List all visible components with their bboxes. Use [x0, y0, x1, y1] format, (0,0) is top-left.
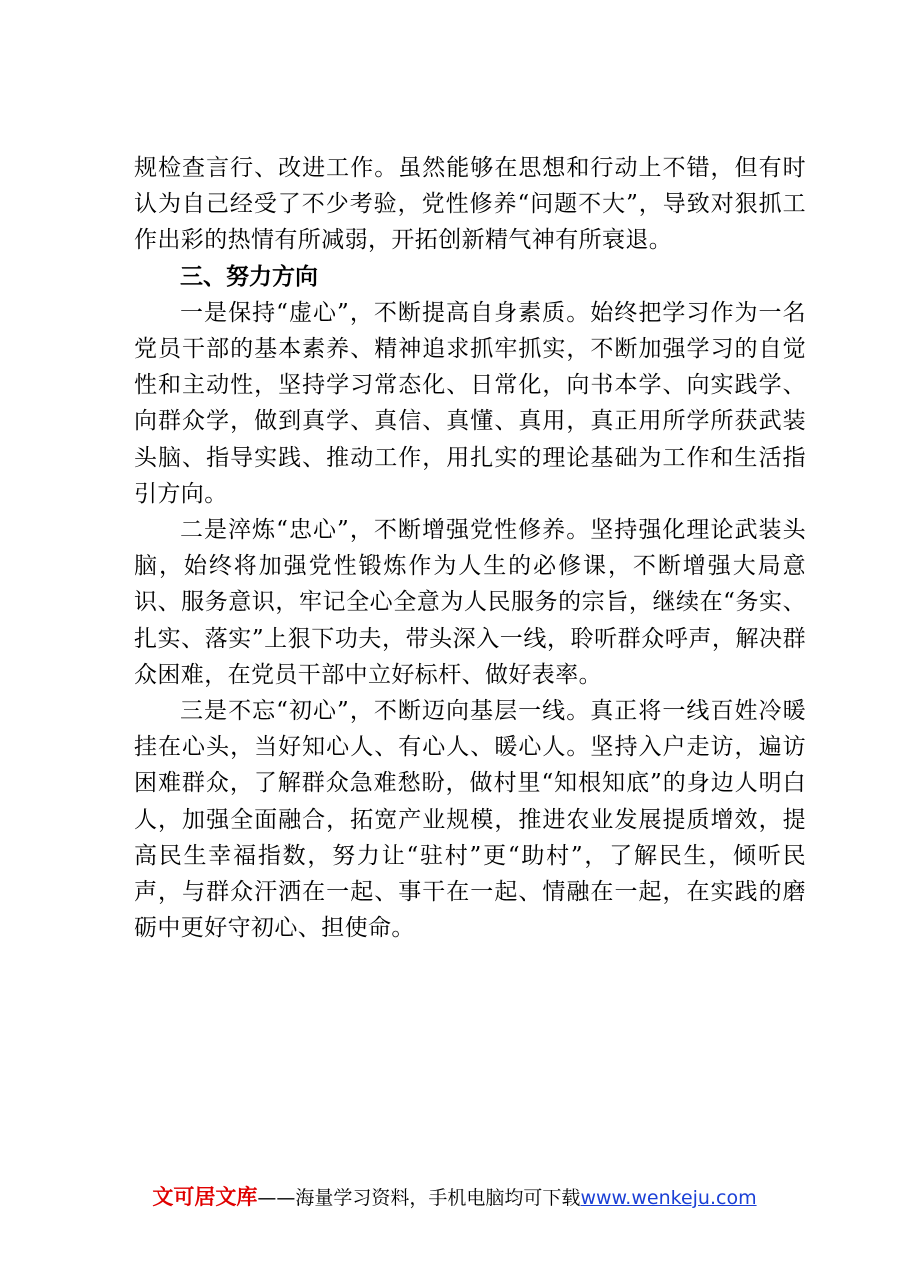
body-paragraph-2: 二是淬炼“忠心”，不断增强党性修养。坚持强化理论武装头脑，始终将加强党性锻炼作为人生的必修课，不断增强大局意识、服务意识，牢记全心全意为人民服务的宗旨，继续在“务实、扎实、落实”上狠下功夫，带头深入一线，聆听群众呼声，解决群众困难，在党员干部中立好标杆、做好表率。 [134, 517, 806, 688]
continuation-paragraph: 规检查言行、改进工作。虽然能够在思想和行动上不错，但有时认为自己经受了不少考验，党性修养“问题不大”，导致对狠抓工作出彩的热情有所减弱，开拓创新精气神有所衰退。 [134, 155, 806, 254]
footer-brand: 文可居文库 [152, 1185, 258, 1209]
footer-site-link[interactable]: www.wenkeju.com [580, 1187, 757, 1209]
footer-slogan: ——海量学习资料，手机电脑均可下载 [257, 1187, 581, 1209]
body-paragraph-1: 一是保持“虚心”，不断提高自身素质。始终把学习作为一名党员干部的基本素养、精神追求抓牢抓实，不断加强学习的自觉性和主动性，坚持学习常态化、日常化，向书本学、向实践学、向群众学，做到真学、真信、真懂、真用，真正用所学所获武装头脑、指导实践、推动工作，用扎实的理论基础为工作和生活指引方向。 [134, 299, 806, 507]
section-heading: 三、努力方向 [180, 263, 318, 290]
body-paragraph-3: 三是不忘“初心”，不断迈向基层一线。真正将一线百姓冷暖挂在心头，当好知心人、有心人、暖心人。坚持入户走访，遍访困难群众，了解群众急难愁盼，做村里“知根知底”的身边人明白人，加强全面融合，拓宽产业规模，推进农业发展提质增效，提高民生幸福指数，努力让“驻村”更“助村”，了解民生，倾听民声，与群众汗洒在一起、事干在一起、情融在一起，在实践的磨砺中更好守初心、担使命。 [134, 698, 806, 942]
document-body [134, 150, 806, 946]
footer-banner [0, 1184, 909, 1211]
